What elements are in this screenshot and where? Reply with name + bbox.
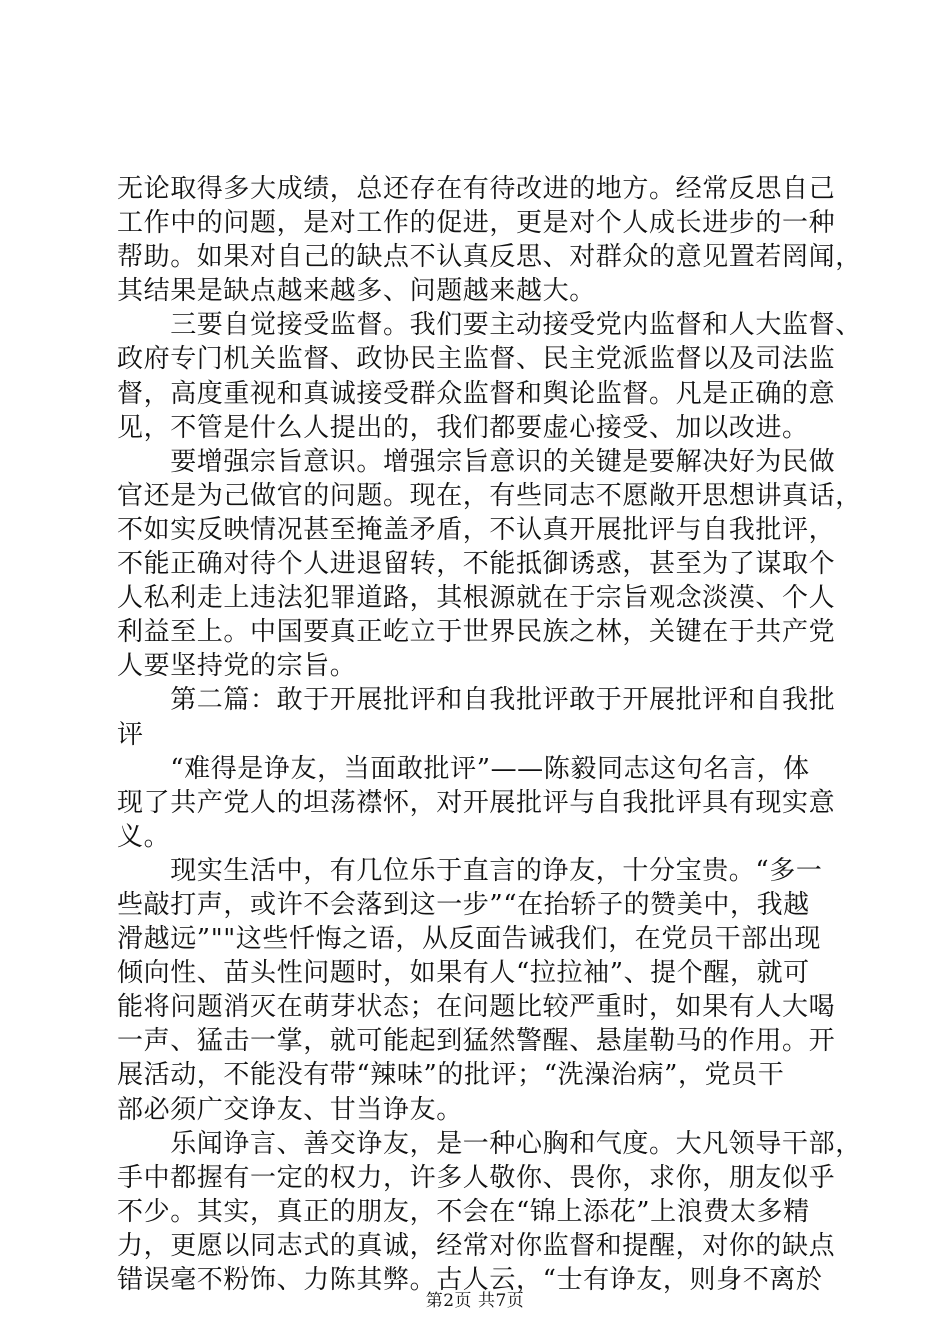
text-line-29: 乐闻诤言、善交诤友，是一种心胸和气度。大凡领导干部， [117, 1128, 862, 1159]
page-footer [0, 1286, 950, 1311]
text-line-11: 不如实反映情况甚至掩盖矛盾，不认真开展批评与自我批评， [117, 514, 836, 545]
text-line-21: 现实生活中，有几位乐于直言的诤友，十分宝贵。“多一 [117, 855, 823, 886]
document-body [117, 172, 862, 1297]
text-line-13: 人私利走上违法犯罪道路，其根源就在于宗旨观念淡漠、个人 [117, 583, 836, 614]
text-line-12: 不能正确对待个人进退留转，不能抵御诱惑，甚至为了谋取个 [117, 549, 836, 580]
text-line-9: 要增强宗旨意识。增强宗旨意识的关键是要解决好为民做 [117, 446, 836, 477]
text-line-14: 利益至上。中国要真正屹立于世界民族之林，关键在于共产党 [117, 617, 836, 648]
text-line-22: 些敲打声，或许不会落到这一步”“在抬轿子的赞美中，我越 [117, 889, 810, 920]
text-line-4: 其结果是缺点越来越多、问题越来越大。 [117, 276, 596, 307]
text-line-8: 见，不管是什么人提出的，我们都要虚心接受、加以改进。 [117, 412, 809, 443]
text-line-19: 现了共产党人的坦荡襟怀，对开展批评与自我批评具有现实意 [117, 787, 836, 818]
text-line-24: 倾向性、苗头性问题时，如果有人“拉拉袖”、提个醒，就可 [117, 958, 810, 989]
section-heading-line-2: 评 [117, 719, 144, 750]
text-line-26: 一声、猛击一掌，就可能起到猛然警醒、悬崖勒马的作用。开 [117, 1026, 836, 1057]
text-line-27: 展活动，不能没有带“辣味”的批评；“洗澡治病”，党员干 [117, 1060, 785, 1091]
text-line-15: 人要坚持党的宗旨。 [117, 651, 357, 682]
text-line-5: 三要自觉接受监督。我们要主动接受党内监督和人大监督、 [117, 310, 862, 341]
text-line-31: 不少。其实，真正的朋友，不会在“锦上添花”上浪费太多精 [117, 1196, 810, 1227]
text-line-23: 滑越远”""这些忏悔之语，从反面告诫我们，在党员干部出现 [117, 924, 822, 955]
text-line-25: 能将问题消灭在萌芽状态；在问题比较严重时，如果有人大喝 [117, 992, 836, 1023]
text-line-6: 政府专门机关监督、政协民主监督、民主党派监督以及司法监 [117, 344, 836, 375]
text-line-28: 部必须广交诤友、甘当诤友。 [117, 1094, 463, 1125]
text-line-1: 无论取得多大成绩，总还存在有待改进的地方。经常反思自己 [117, 174, 836, 204]
section-heading-line-1: 第二篇：敢于开展批评和自我批评敢于开展批评和自我批 [117, 685, 836, 716]
text-line-18: “难得是诤友，当面敢批评”——陈毅同志这句名言，体 [117, 753, 810, 784]
text-line-7: 督，高度重视和真诚接受群众监督和舆论监督。凡是正确的意 [117, 378, 836, 409]
page-number: 第2页 共7页 [425, 1291, 525, 1311]
text-line-33: 错误毫不粉饰、力陈其弊。古人云，“士有诤友，则身不离於 [117, 1265, 823, 1295]
text-line-20: 义。 [117, 821, 171, 852]
text-line-2: 工作中的问题，是对工作的促进，更是对个人成长进步的一种 [117, 208, 836, 239]
text-line-10: 官还是为己做官的问题。现在，有些同志不愿敞开思想讲真话， [117, 480, 862, 511]
text-line-3: 帮助。如果对自己的缺点不认真反思、对群众的意见置若罔闻， [117, 242, 862, 273]
text-line-32: 力，更愿以同志式的真诚，经常对你监督和提醒，对你的缺点 [117, 1230, 836, 1261]
text-line-30: 手中都握有一定的权力，许多人敬你、畏你，求你，朋友似乎 [117, 1162, 836, 1193]
